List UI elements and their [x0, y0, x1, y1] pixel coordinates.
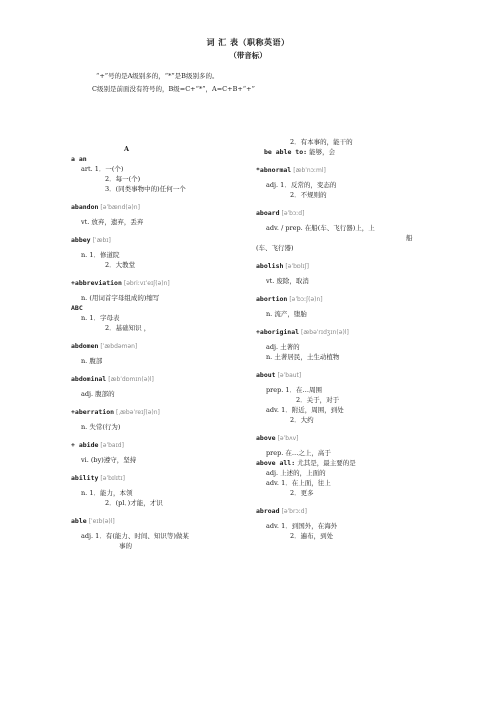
entry-pronunciation: [ˈæbɪ] — [92, 237, 111, 244]
entry-definition: 2．关于，对于 — [296, 396, 340, 404]
entry-pronunciation: [əˈbaɪd] — [100, 442, 124, 449]
entry-definition: n. 失常(行为) — [81, 423, 121, 431]
entry-pronunciation: [ˈeɪb(ə)l] — [88, 518, 115, 525]
entry-definition: adv. / prep. 在船(车、飞行器)上，上 — [266, 224, 375, 232]
entry-definition: adv. 1．在上面，往上 — [266, 479, 331, 487]
entry-definition: vt. 放弃，遗弃，丢弃 — [81, 218, 144, 226]
entry-definition: n. (用词首字母组成的)缩写 — [81, 294, 160, 302]
entry-pronunciation: [əˈbænd(ə)n] — [100, 204, 140, 211]
entry-definition: 2．不规则的 — [290, 191, 327, 199]
entry-headword: about — [256, 371, 276, 379]
entry-definition: 2．基础知识 ， — [105, 324, 151, 332]
page-subtitle: （带音标） — [229, 51, 267, 60]
entry-definition: 事的 — [119, 542, 132, 550]
page-title: 词 汇 表（职称英语） — [206, 37, 290, 47]
entry-headword: abbey — [71, 236, 91, 244]
entry-definition: adj. 上述的，上面的 — [266, 469, 326, 477]
entry-definition: 2．遍布，到处 — [290, 532, 334, 540]
entry-definition: adj. 腹部的 — [81, 390, 115, 398]
entry-headword: +abbreviation — [71, 279, 122, 287]
entry-pronunciation: [ˌæbəˈreɪʃ(ə)n] — [116, 409, 160, 416]
entry-headword: a an — [71, 155, 87, 163]
entry-definition: 2．(pl．)才能，才识 — [105, 499, 163, 507]
entry-headword: aboard — [256, 209, 280, 217]
entry-definition: (车、飞行器) — [256, 244, 294, 252]
entry-definition: n. 腹部 — [81, 357, 103, 365]
entry-headword: able — [71, 517, 87, 525]
entry-pronunciation: [æbˈdɒmɪn(ə)l] — [108, 376, 154, 383]
entry-pronunciation: [əˈbɪlɪtɪ] — [100, 475, 125, 482]
legend-note-2: C级别是前面没有符号的，B级=C+“*”，A=C+B+“+” — [92, 85, 255, 93]
entry-headword: abdomen — [71, 342, 99, 350]
entry-definition: 2．每一(个) — [105, 175, 141, 183]
entry-definition: art. 1．一(个) — [81, 165, 124, 173]
entry-definition: adv. 1．到国外，在海外 — [266, 522, 338, 530]
entry-headword: abandon — [71, 203, 99, 211]
entry-definition: n. 流产，堕胎 — [266, 310, 307, 318]
entry-definition: prep. 1．在…周围 — [266, 386, 323, 394]
entry-pronunciation: [æbˈnɔːml] — [293, 167, 326, 174]
entry-headword: *abnormal — [256, 166, 292, 174]
entry-pronunciation: [əˈbɒlɪʃ] — [285, 263, 309, 270]
entry-headword: be able to: — [264, 148, 308, 156]
entry-definition: 尤其是，最主要的是 — [297, 459, 356, 467]
entry-definition: 船 — [406, 234, 413, 242]
entry-headword: ability — [71, 474, 99, 482]
entry-definition: n. 1．能力，本领 — [81, 489, 133, 497]
entry-headword: abroad — [256, 507, 280, 515]
entry-definition: adv. 1．附近，周围，到处 — [266, 406, 344, 414]
right-column — [256, 137, 446, 541]
entry-pronunciation: [əˈbɔːd] — [281, 210, 305, 217]
entry-definition: prep. 在…之上，高于 — [266, 449, 331, 457]
entry-headword: abolish — [256, 262, 284, 270]
entry-pronunciation: [əˈbɔːʃ(ə)n] — [289, 296, 323, 303]
entry-definition: 能够，会 — [309, 148, 336, 156]
entry-definition: adj. 1．反常的，变态的 — [266, 181, 337, 189]
entry-definition: n. 土著居民，土生动植物 — [266, 353, 340, 361]
entry-definition: vi. (by)遵守，坚持 — [81, 456, 137, 464]
entry-definition: adj. 土著的 — [266, 343, 300, 351]
entry-headword: ABC — [71, 304, 83, 312]
entry-headword: +aberration — [71, 408, 115, 416]
entry-headword: +aboriginal — [256, 328, 300, 336]
section-letter: A — [124, 145, 130, 153]
entry-definition: 2．更多 — [290, 489, 314, 497]
entry-headword: above — [256, 434, 276, 442]
left-column — [71, 144, 241, 551]
entry-headword: abortion — [256, 295, 288, 303]
entry-definition: n. 1．字母表 — [81, 314, 120, 322]
entry-definition: 2．有本事的，能干的 — [290, 138, 353, 146]
entry-headword: + abide — [71, 441, 99, 449]
entry-headword: abdominal — [71, 375, 107, 383]
entry-definition: 2．大约 — [290, 416, 314, 424]
entry-definition: 3．(同类事物中的)任何一个 — [105, 185, 186, 193]
entry-definition: 2．大教堂 — [105, 261, 136, 269]
entry-pronunciation: [æbəˈrɪdʒɪn(ə)l] — [301, 329, 349, 336]
entry-definition: n. 1．修道院 — [81, 251, 120, 259]
entry-definition: adj. 1．有(能力、时间、知识等)做某 — [81, 532, 189, 540]
entry-pronunciation: [əˈbrɔːd] — [281, 508, 307, 515]
entry-pronunciation: [ˈæbdəmən] — [100, 343, 138, 350]
entry-pronunciation: [əˈbʌv] — [277, 435, 299, 442]
entry-definition: vt. 废除，取消 — [266, 277, 309, 285]
entry-pronunciation: [əˈbaut] — [277, 372, 302, 379]
entry-headword: above all: — [256, 459, 296, 467]
entry-pronunciation: [əbriːvɪˈeɪʃ(ə)n] — [123, 280, 170, 287]
legend-note-1: “+”号的是A级别多的，“*”是B级别多的。 — [96, 72, 219, 80]
